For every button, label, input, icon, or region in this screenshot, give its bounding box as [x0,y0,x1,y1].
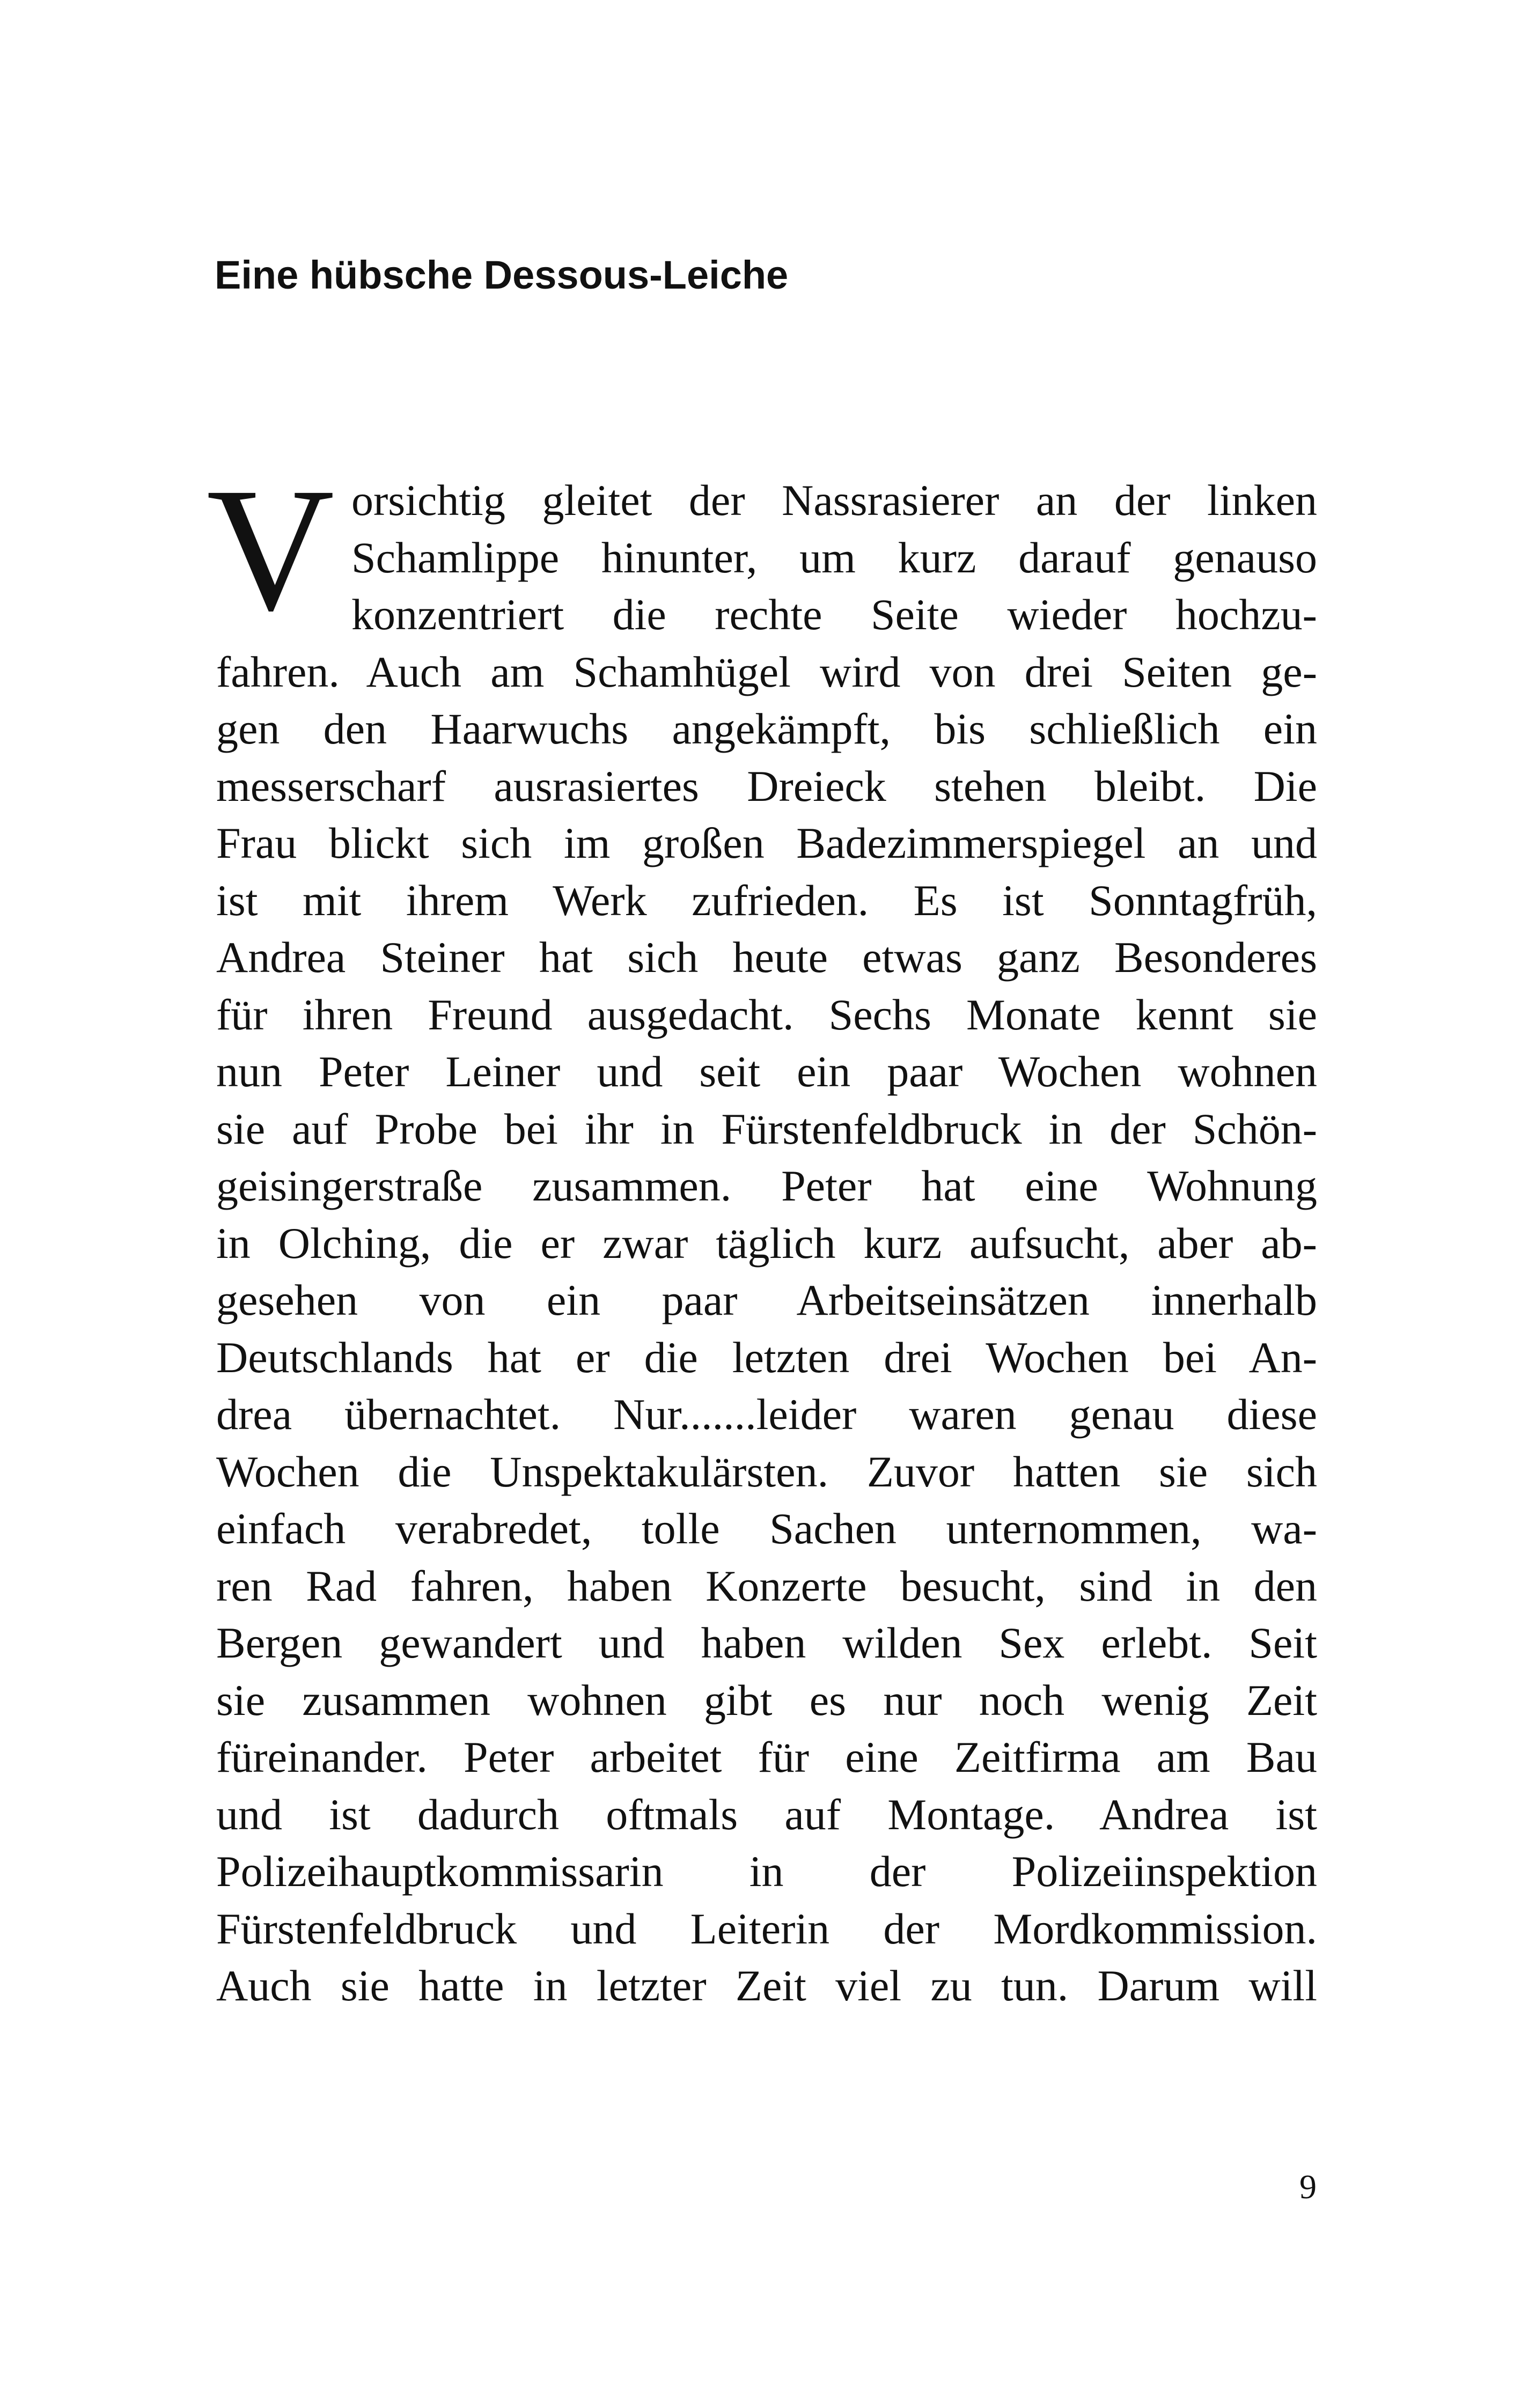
text-line-18: Wochen die Unspektakulärsten. Zuvor hatten sie sich [216,1447,1317,1496]
text-line-10: für ihren Freund ausgedacht. Sechs Monate kennt sie [216,990,1317,1039]
text-line-15: gesehen von ein paar Arbeitseinsätzen innerhalb [216,1276,1317,1324]
chapter-title: Eine hübsche Dessous-Leiche [215,253,789,297]
text-line-6: messerscharf ausrasiertes Dreieck stehen bleibt. Die [216,762,1317,811]
text-line-1: orsichtig gleitet der Nassrasierer an der linken [351,476,1317,525]
text-line-24: und ist dadurch oftmals auf Montage. Andrea ist [216,1790,1317,1839]
text-line-11: nun Peter Leiner und seit ein paar Wochen wohnen [216,1047,1317,1096]
text-line-12: sie auf Probe bei ihr in Fürstenfeldbruck in der Schön- [216,1104,1317,1153]
text-line-20: ren Rad fahren, haben Konzerte besucht, sind in den [216,1562,1317,1610]
text-line-19: einfach verabredet, tolle Sachen unternommen, wa- [216,1504,1317,1553]
text-line-7: Frau blickt sich im großen Badezimmerspiegel an und [216,819,1317,867]
text-line-22: sie zusammen wohnen gibt es nur noch wenig Zeit [216,1676,1317,1725]
text-line-26: Fürstenfeldbruck und Leiterin der Mordkommission. [216,1904,1317,1953]
text-line-5: gen den Haarwuchs angekämpft, bis schließlich ein [216,704,1317,753]
drop-cap-letter: V [207,452,335,647]
text-line-27: Auch sie hatte in letzter Zeit viel zu tun. Darum will [216,1961,1317,2010]
text-line-14: in Olching, die er zwar täglich kurz aufsucht, aber ab- [216,1219,1317,1268]
text-line-25: Polizeihauptkommissarin in der Polizeiinspektion [216,1847,1317,1896]
text-line-17: drea übernachtet. Nur.......leider waren genau diese [216,1390,1317,1439]
text-line-13: geisingerstraße zusammen. Peter hat eine Wohnung [216,1161,1317,1210]
text-line-2: Schamlippe hinunter, um kurz darauf genauso [351,533,1317,582]
page-number: 9 [1299,2168,1317,2206]
text-line-4: fahren. Auch am Schamhügel wird von drei Seiten ge- [216,647,1317,696]
text-line-8: ist mit ihrem Werk zufrieden. Es ist Sonntagfrüh, [216,876,1317,925]
text-line-9: Andrea Steiner hat sich heute etwas ganz Besonderes [216,933,1317,982]
text-line-16: Deutschlands hat er die letzten drei Wochen bei An- [216,1333,1317,1382]
text-line-3: konzentriert die rechte Seite wieder hochzu- [351,590,1317,639]
text-line-21: Bergen gewandert und haben wilden Sex erlebt. Seit [216,1618,1317,1667]
text-line-23: füreinander. Peter arbeitet für eine Zeitfirma am Bau [216,1733,1317,1781]
